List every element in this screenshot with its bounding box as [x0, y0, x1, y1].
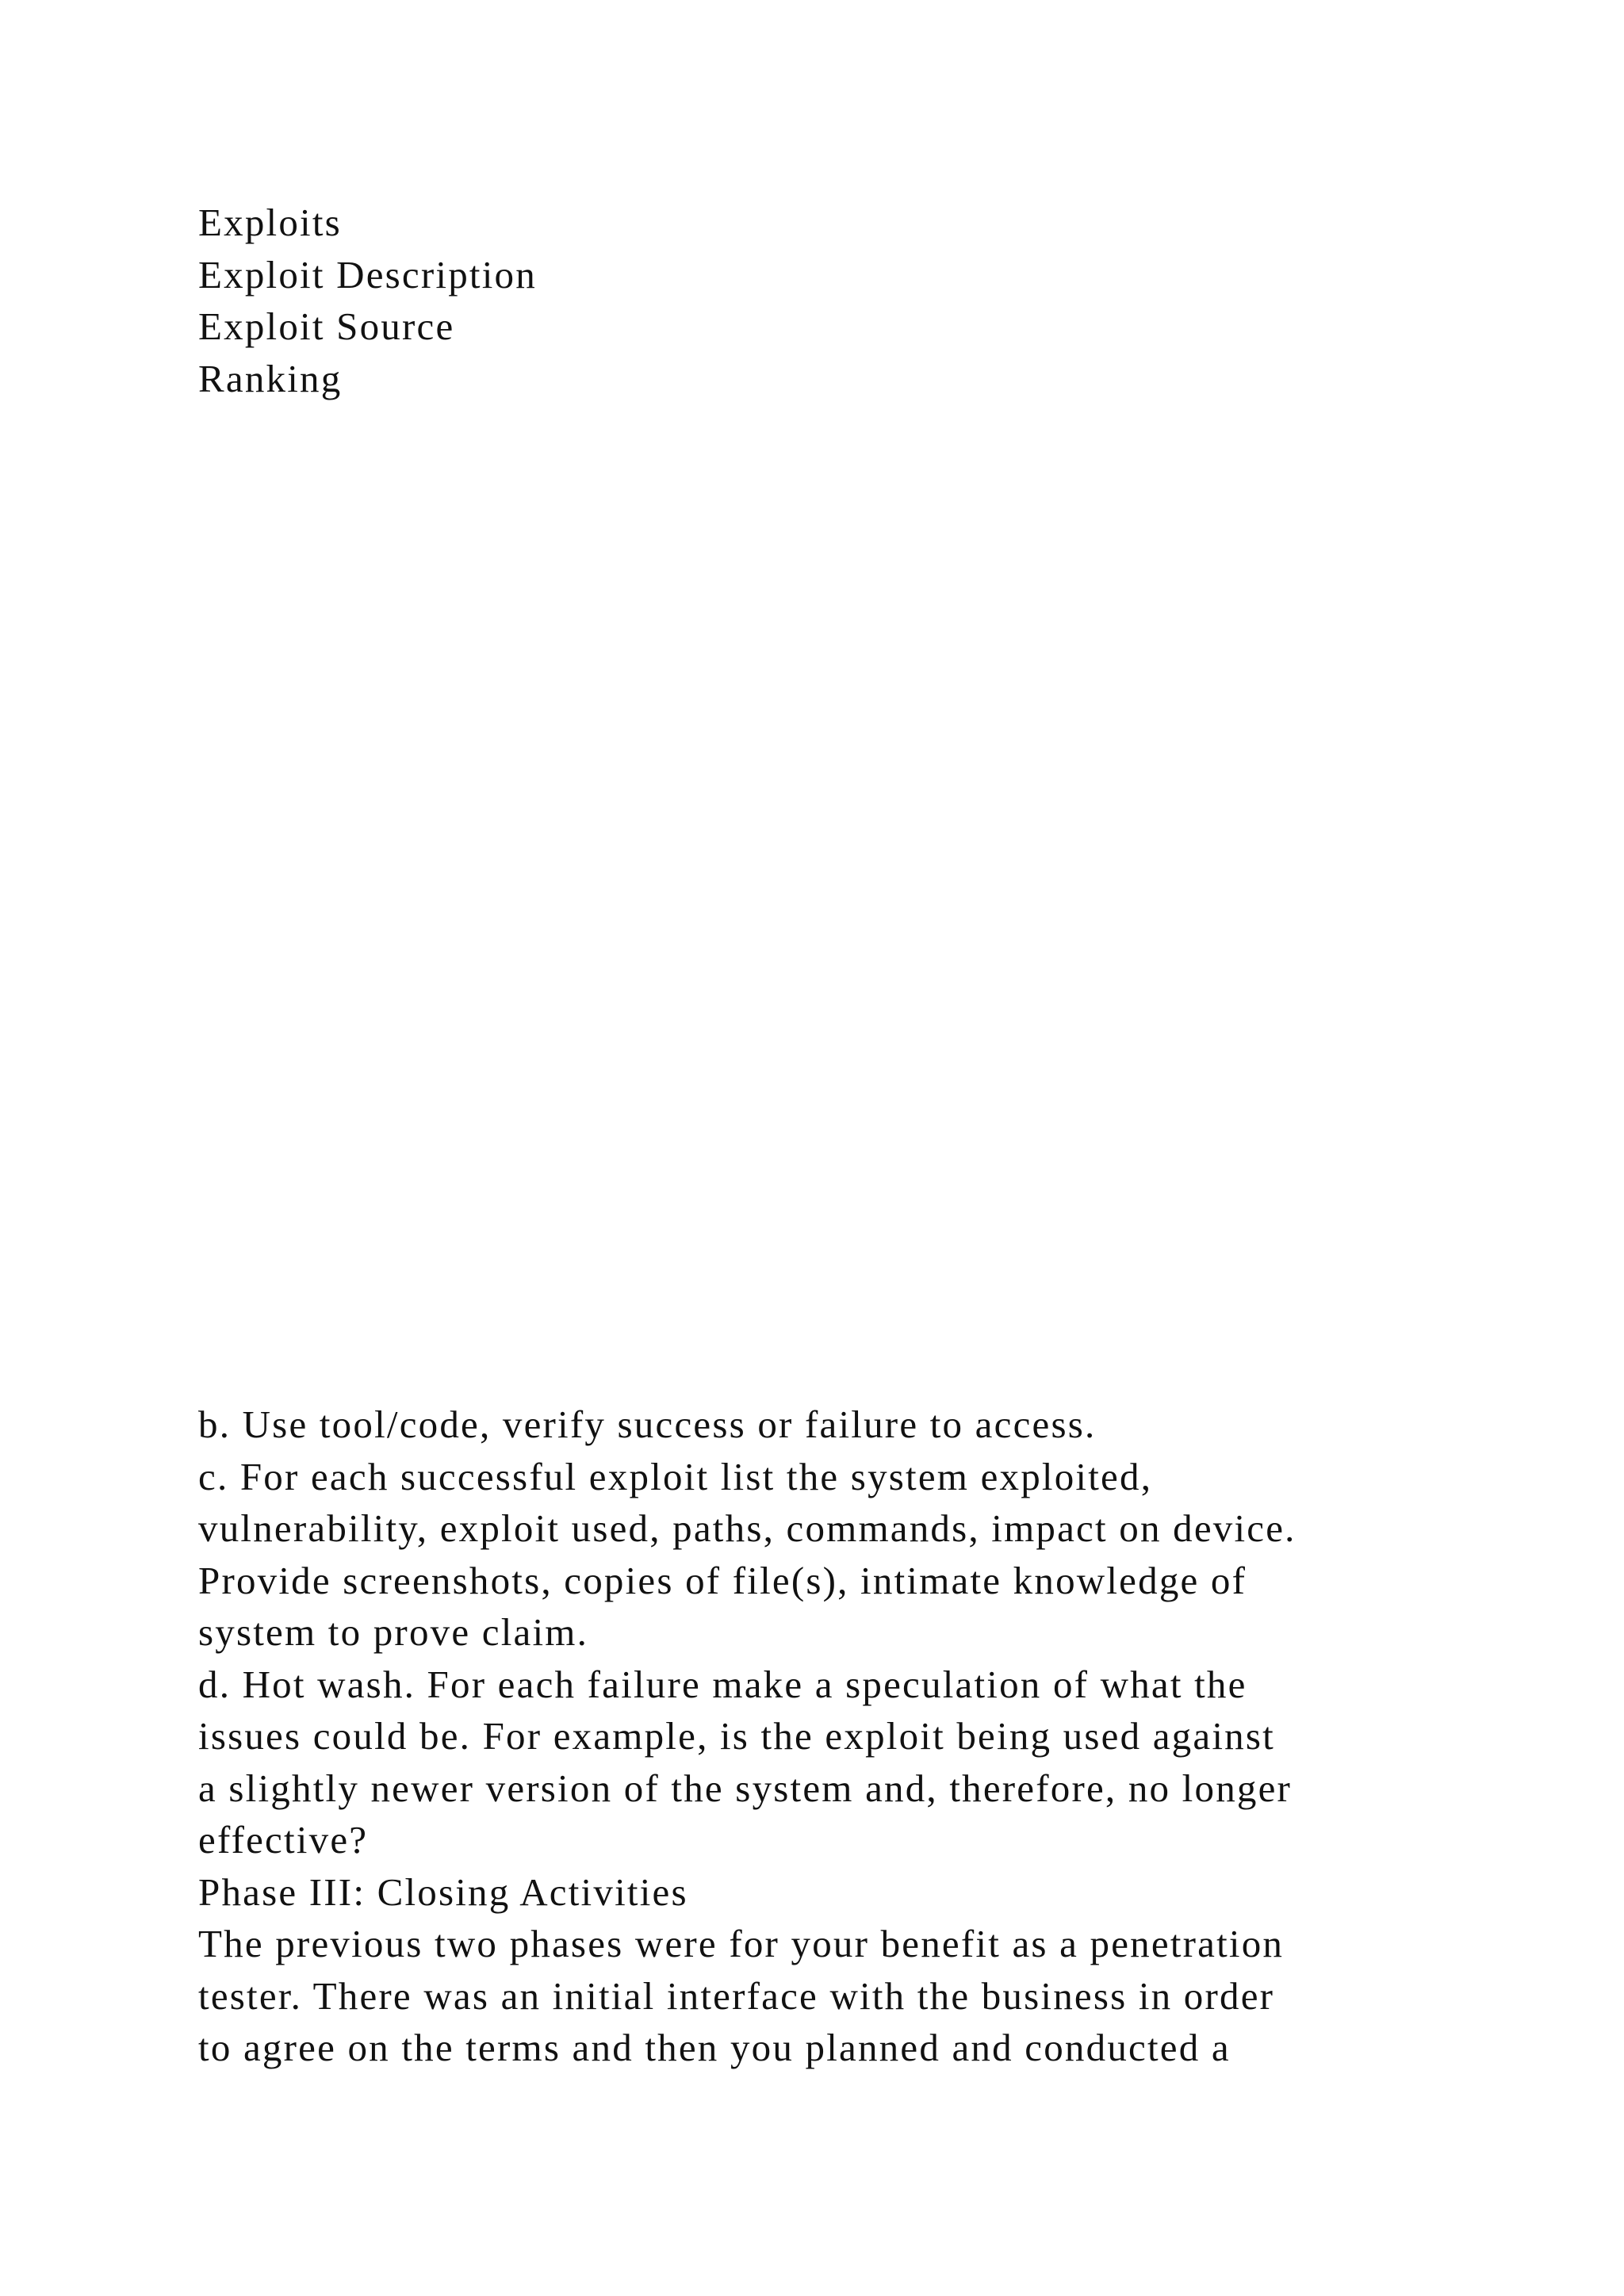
label-exploits: Exploits: [198, 201, 342, 244]
label-exploit-source: Exploit Source: [198, 304, 455, 348]
text-line: a slightly newer version of the system and, therefore, no longer: [198, 1766, 1293, 1810]
label-ranking: Ranking: [198, 356, 343, 400]
text-line: vulnerability, exploit used, paths, commands, impact on device.: [198, 1506, 1297, 1550]
label-exploit-description: Exploit Description: [198, 252, 537, 297]
body-text: [198, 1399, 1297, 2074]
text-line: issues could be. For example, is the exploit being used against: [198, 1714, 1275, 1758]
text-line: effective?: [198, 1818, 369, 1862]
text-line: tester. There was an initial interface with the business in order: [198, 1973, 1275, 2018]
text-line: b. Use tool/code, verify success or failure to access.: [198, 1402, 1097, 1446]
text-line: The previous two phases were for your benefit as a penetration: [198, 1922, 1285, 1965]
text-line: c. For each successful exploit list the system exploited,: [198, 1454, 1153, 1498]
table-header-labels: [198, 197, 537, 404]
text-line: to agree on the terms and then you planned and conducted a: [198, 2026, 1231, 2069]
text-line: d. Hot wash. For each failure make a speculation of what the: [198, 1662, 1247, 1706]
section-heading: Phase III: Closing Activities: [198, 1869, 688, 1914]
text-line: system to prove claim.: [198, 1610, 589, 1654]
text-line: Provide screenshots, copies of file(s), intimate knowledge of: [198, 1558, 1247, 1602]
